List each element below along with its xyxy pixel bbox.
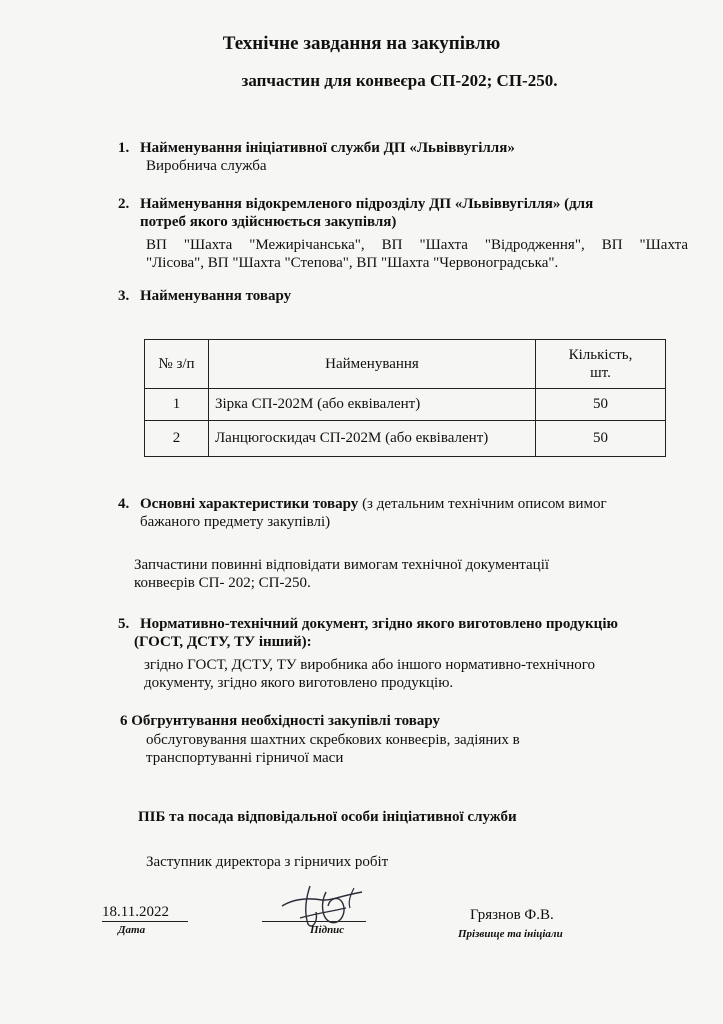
header-qty-line2: шт. (590, 365, 611, 381)
section-3 (118, 287, 678, 305)
table-row (145, 421, 666, 457)
section-4-text-line2: конвеєрів СП- 202; СП-250. (134, 575, 311, 591)
section-6-text-line1: обслуговування шахтних скребкових конвеєрів, задіяних в (146, 732, 520, 748)
section-2-number: 2. (118, 196, 130, 212)
section-4-heading: Основні характеристики товару (140, 496, 359, 512)
section-2-heading-line2: потреб якого здійснюється закупівля) (140, 214, 397, 230)
row-1-name: Зірка СП-202М (або еквівалент) (209, 389, 536, 421)
header-qty (536, 340, 666, 389)
document-title: Технічне завдання на закупівлю (222, 33, 501, 54)
signature-label: Підпис (310, 924, 345, 936)
section-2-heading-line1: Найменування відокремленого підрозділу ДП «Львіввугілля» (для (140, 196, 594, 212)
header-name: Найменування (209, 340, 536, 389)
section-3-number: 3. (118, 288, 130, 304)
section-2 (118, 195, 678, 213)
header-qty-line1: Кількість, (568, 347, 633, 363)
section-5 (118, 615, 698, 633)
table-header-row (145, 340, 666, 389)
section-5-number: 5. (118, 616, 130, 632)
table-row (145, 389, 666, 421)
section-1-heading: Найменування ініціативної служби ДП «Львіввугілля» (140, 140, 515, 156)
row-1-no: 1 (145, 389, 209, 421)
signer-name: Грязнов Ф.В. (470, 907, 554, 923)
section-5-heading-line2: (ГОСТ, ДСТУ, ТУ інший): (134, 634, 312, 650)
section-1-number: 1. (118, 140, 130, 156)
section-4-heading-rest: (з детальним технічним описом вимог (358, 496, 607, 512)
date-value: 18.11.2022 (102, 904, 169, 920)
section-4-line2: бажаного предмету закупівлі) (140, 514, 331, 530)
section-6-text-line2: транспортуванні гірничої маси (146, 750, 344, 766)
row-2-name: Ланцюгоскидач СП-202М (або еквівалент) (209, 421, 536, 457)
section-5-text-line1: згідно ГОСТ, ДСТУ, ТУ виробника або іншого нормативно-технічного (144, 657, 596, 673)
section-4 (118, 495, 688, 513)
goods-table (144, 339, 666, 457)
section-1-text: Виробнича служба (146, 158, 267, 174)
responsible-heading: ПІБ та посада відповідальної особи ініціативної служби (138, 809, 517, 825)
date-label: Дата (118, 924, 146, 936)
header-no: № з/п (145, 340, 209, 389)
date-field (102, 903, 188, 922)
responsible-position: Заступник директора з гірничих робіт (146, 854, 389, 870)
section-2-text-line2: "Лісова", ВП "Шахта "Степова", ВП "Шахта "Червоноградська". (146, 255, 559, 271)
row-2-qty: 50 (536, 421, 666, 457)
section-5-heading-line1: Нормативно-технічний документ, згідно якого виготовлено продукцію (140, 616, 618, 632)
row-2-no: 2 (145, 421, 209, 457)
section-6-heading: 6 Обгрунтування необхідності закупівлі товару (120, 713, 441, 729)
section-1 (118, 139, 678, 157)
section-3-heading: Найменування товару (140, 288, 292, 304)
section-5-text-line2: документу, згідно якого виготовлено продукцію. (144, 675, 454, 691)
name-label: Прізвище та ініціали (458, 928, 563, 940)
section-4-number: 4. (118, 496, 130, 512)
document-subtitle: запчастин для конвеєра СП-202; СП-250. (241, 71, 558, 90)
row-1-qty: 50 (536, 389, 666, 421)
section-2-text-line1: ВП "Шахта "Межирічанська", ВП "Шахта "Відродження", ВП "Шахта (146, 237, 688, 253)
section-4-text-line1: Запчастини повинні відповідати вимогам технічної документації (134, 557, 550, 573)
